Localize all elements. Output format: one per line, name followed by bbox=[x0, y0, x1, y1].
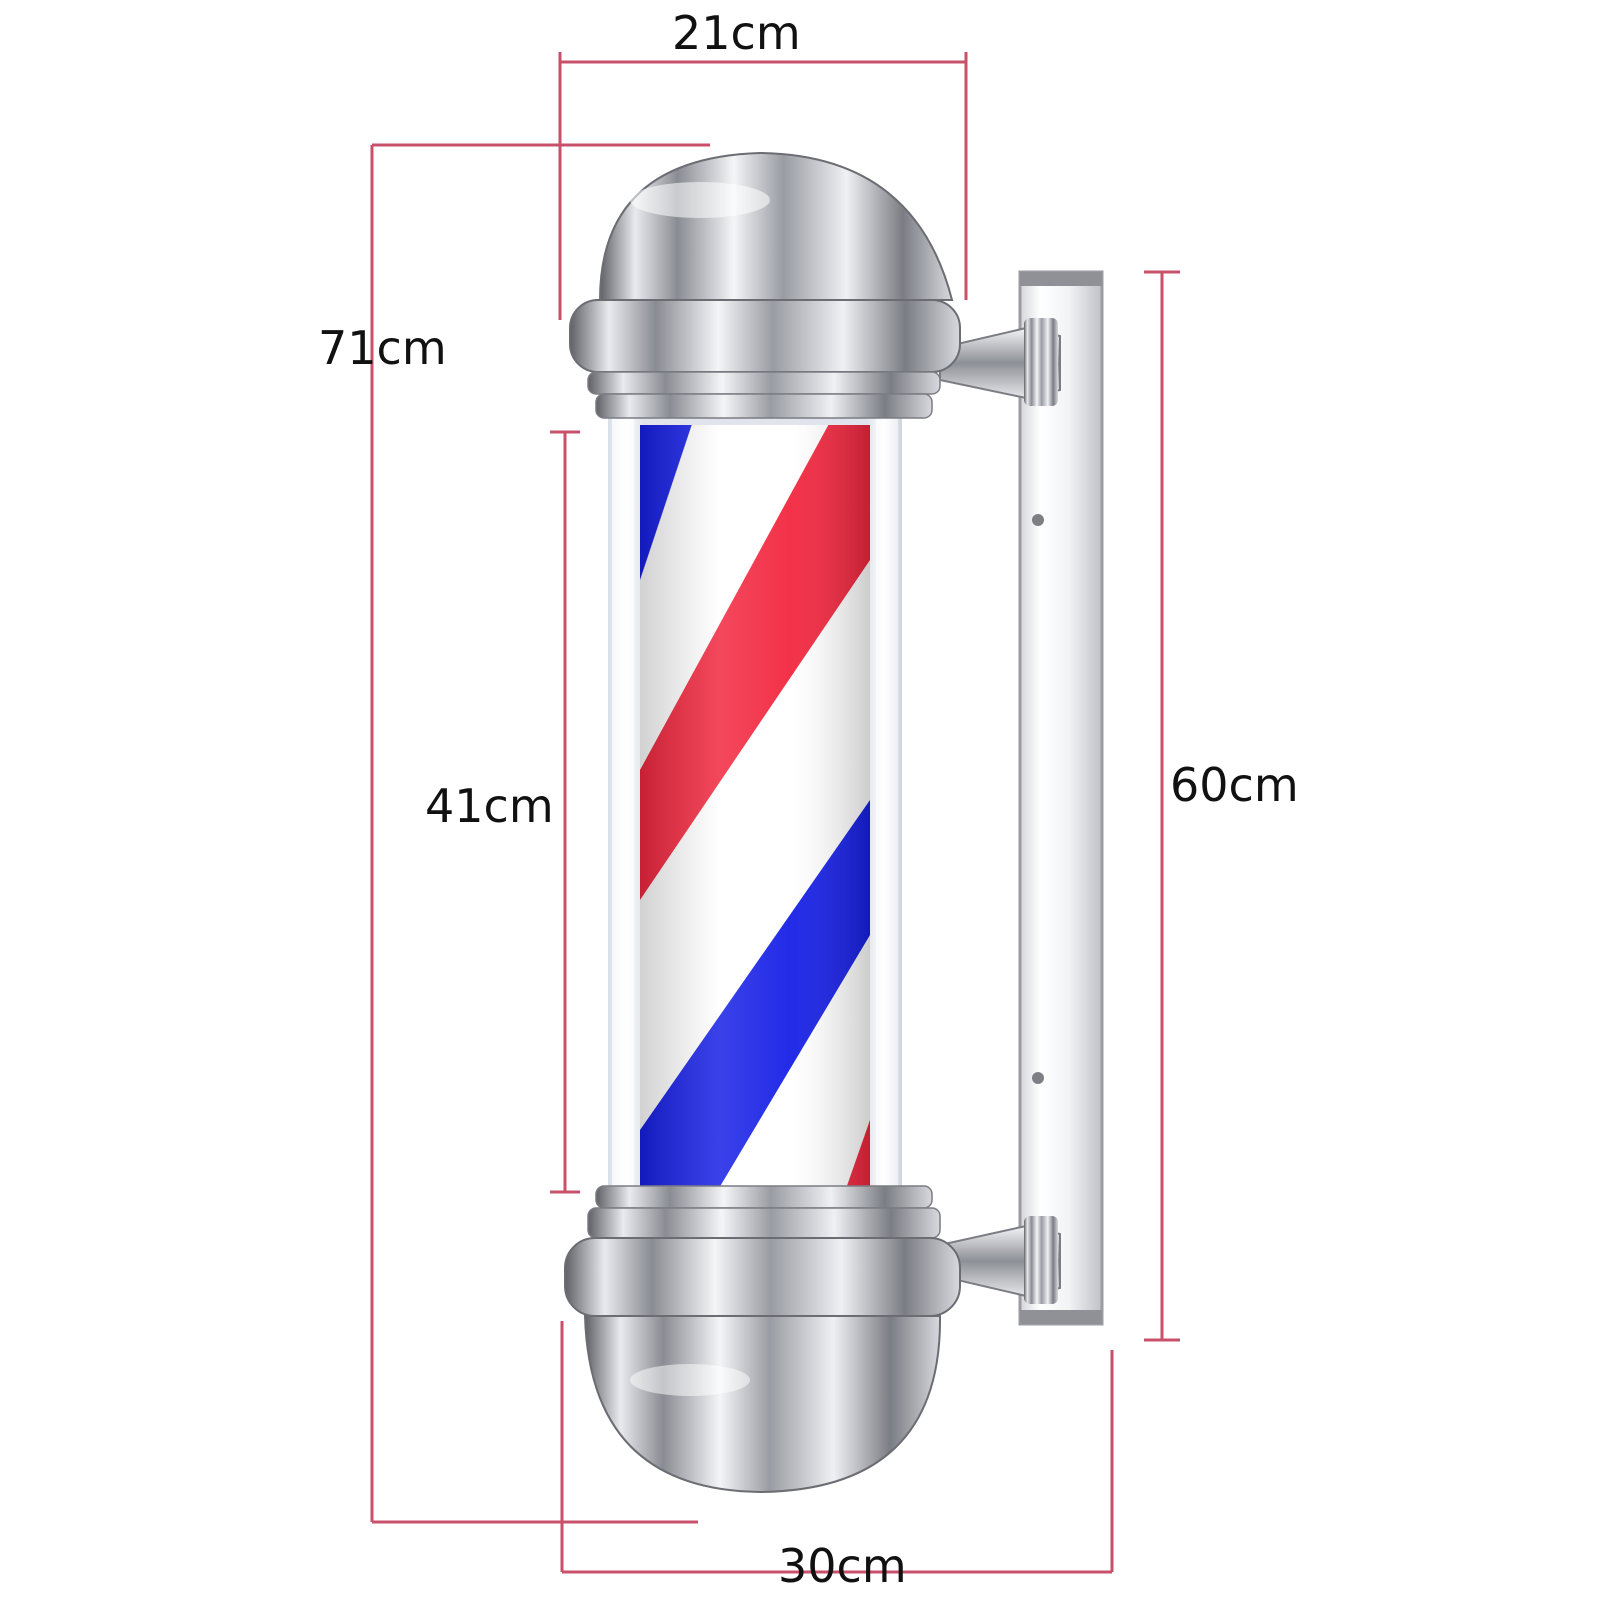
total-height-label: 71cm bbox=[318, 321, 447, 375]
top-cap bbox=[570, 153, 960, 418]
wall-bracket bbox=[1020, 272, 1102, 1324]
glass-tube bbox=[608, 400, 902, 1220]
bottom-cap bbox=[565, 1186, 960, 1492]
tube-height-label: 41cm bbox=[425, 779, 554, 833]
screw-hole bbox=[1032, 514, 1044, 526]
bracket-height-label: 60cm bbox=[1170, 758, 1299, 812]
screw-hole bbox=[1032, 1072, 1044, 1084]
dimension-line-tube-height bbox=[550, 432, 580, 1192]
top-width-label: 21cm bbox=[672, 6, 801, 60]
depth-label: 30cm bbox=[778, 1539, 907, 1593]
